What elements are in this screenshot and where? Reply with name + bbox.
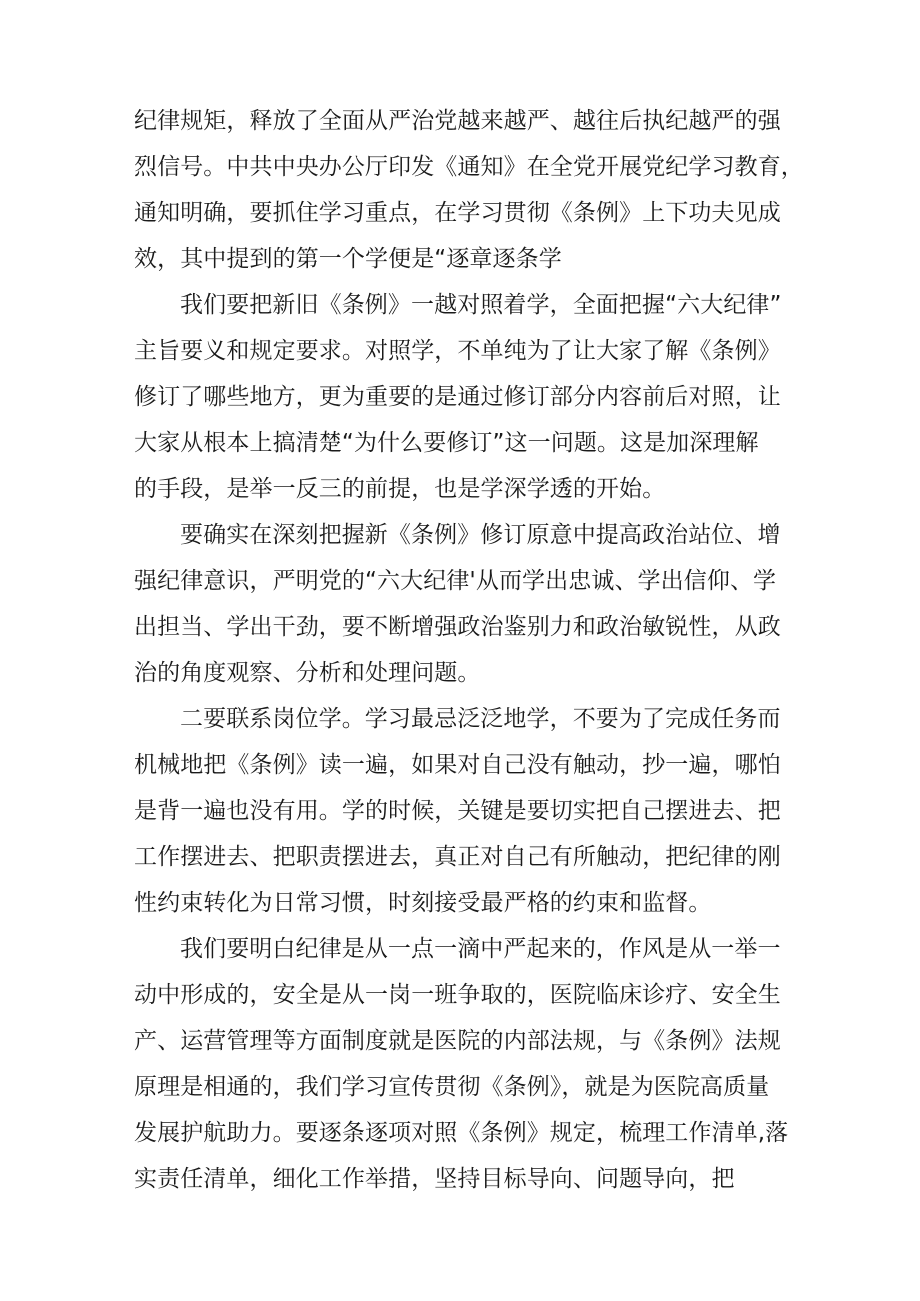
text-line: 实责任清单，细化工作举措，坚持目标导向、问题导向，把 <box>134 1166 735 1192</box>
text-line: 产、运营管理等方面制度就是医院的内部法规，与《条例》法规 <box>134 1028 781 1054</box>
paragraph-4 <box>134 696 794 926</box>
text-line: 是背一遍也没有用。学的时候，关键是要切实把自己摆进去、把 <box>134 798 781 824</box>
text-line: 强纪律意识，严明党的“六大纪律'从而学出忠诚、学出信仰、学 <box>134 568 777 594</box>
text-line: 修订了哪些地方，更为重要的是通过修订部分内容前后对照，让 <box>134 384 781 410</box>
text-line: 我们要把新旧《条例》一越对照着学，全面把握“六大纪律” <box>180 292 782 318</box>
paragraph-2 <box>134 282 794 512</box>
paragraph-1 <box>134 98 804 282</box>
text-line: 的手段，是举一反三的前提，也是学深学透的开始。 <box>134 476 666 502</box>
text-line: 二要联系岗位学。学习最忌泛泛地学，不要为了完成任务而 <box>180 706 781 732</box>
text-line: 机械地把《条例》读一遍，如果对自己没有触动，抄一遍，哪怕 <box>134 752 781 778</box>
text-line: 纪律规矩，释放了全面从严治党越来越严、越往后执纪越严的强 <box>134 108 781 134</box>
text-line: 要确实在深刻把握新《条例》修订原意中提高政治站位、增 <box>180 522 781 548</box>
paragraph-3 <box>134 512 794 696</box>
text-line: 大家从根本上搞清楚“为什么要修订”这一问题。这是加深理解 <box>134 430 759 456</box>
text-line: 效，其中提到的第一个学便是“逐章逐条学 <box>134 246 562 272</box>
text-line: 发展护航助力。要逐条逐项对照《条例》规定，梳理工作清单,落 <box>134 1120 789 1146</box>
paragraph-5 <box>134 926 794 1202</box>
text-line: 性约束转化为日常习惯，时刻接受最严格的约束和监督。 <box>134 890 712 916</box>
text-line: 通知明确，要抓住学习重点，在学习贯彻《条例》上下功夫见成 <box>134 200 781 226</box>
text-line: 原理是相通的，我们学习宣传贯彻《条例》，就是为医院高质量 <box>134 1074 770 1100</box>
text-line: 出担当、学出干劲，要不断增强政治鉴别力和政治敏锐性，从政 <box>134 614 781 640</box>
text-line: 烈信号。中共中央办公厅印发《通知》在全党开展党纪学习教育， <box>134 154 804 180</box>
text-line: 工作摆进去、把职责摆进去，真正对自己有所触动，把纪律的刚 <box>134 844 781 870</box>
text-line: 主旨要义和规定要求。对照学，不单纯为了让大家了解《条例》 <box>134 338 781 364</box>
document-body <box>134 98 804 1202</box>
text-line: 我们要明白纪律是从一点一滴中严起来的，作风是从一举一 <box>180 936 781 962</box>
text-line: 动中形成的，安全是从一岗一班争取的，医院临床诊疗、安全生 <box>134 982 781 1008</box>
text-line: 治的角度观察、分析和处理问题。 <box>134 660 481 686</box>
